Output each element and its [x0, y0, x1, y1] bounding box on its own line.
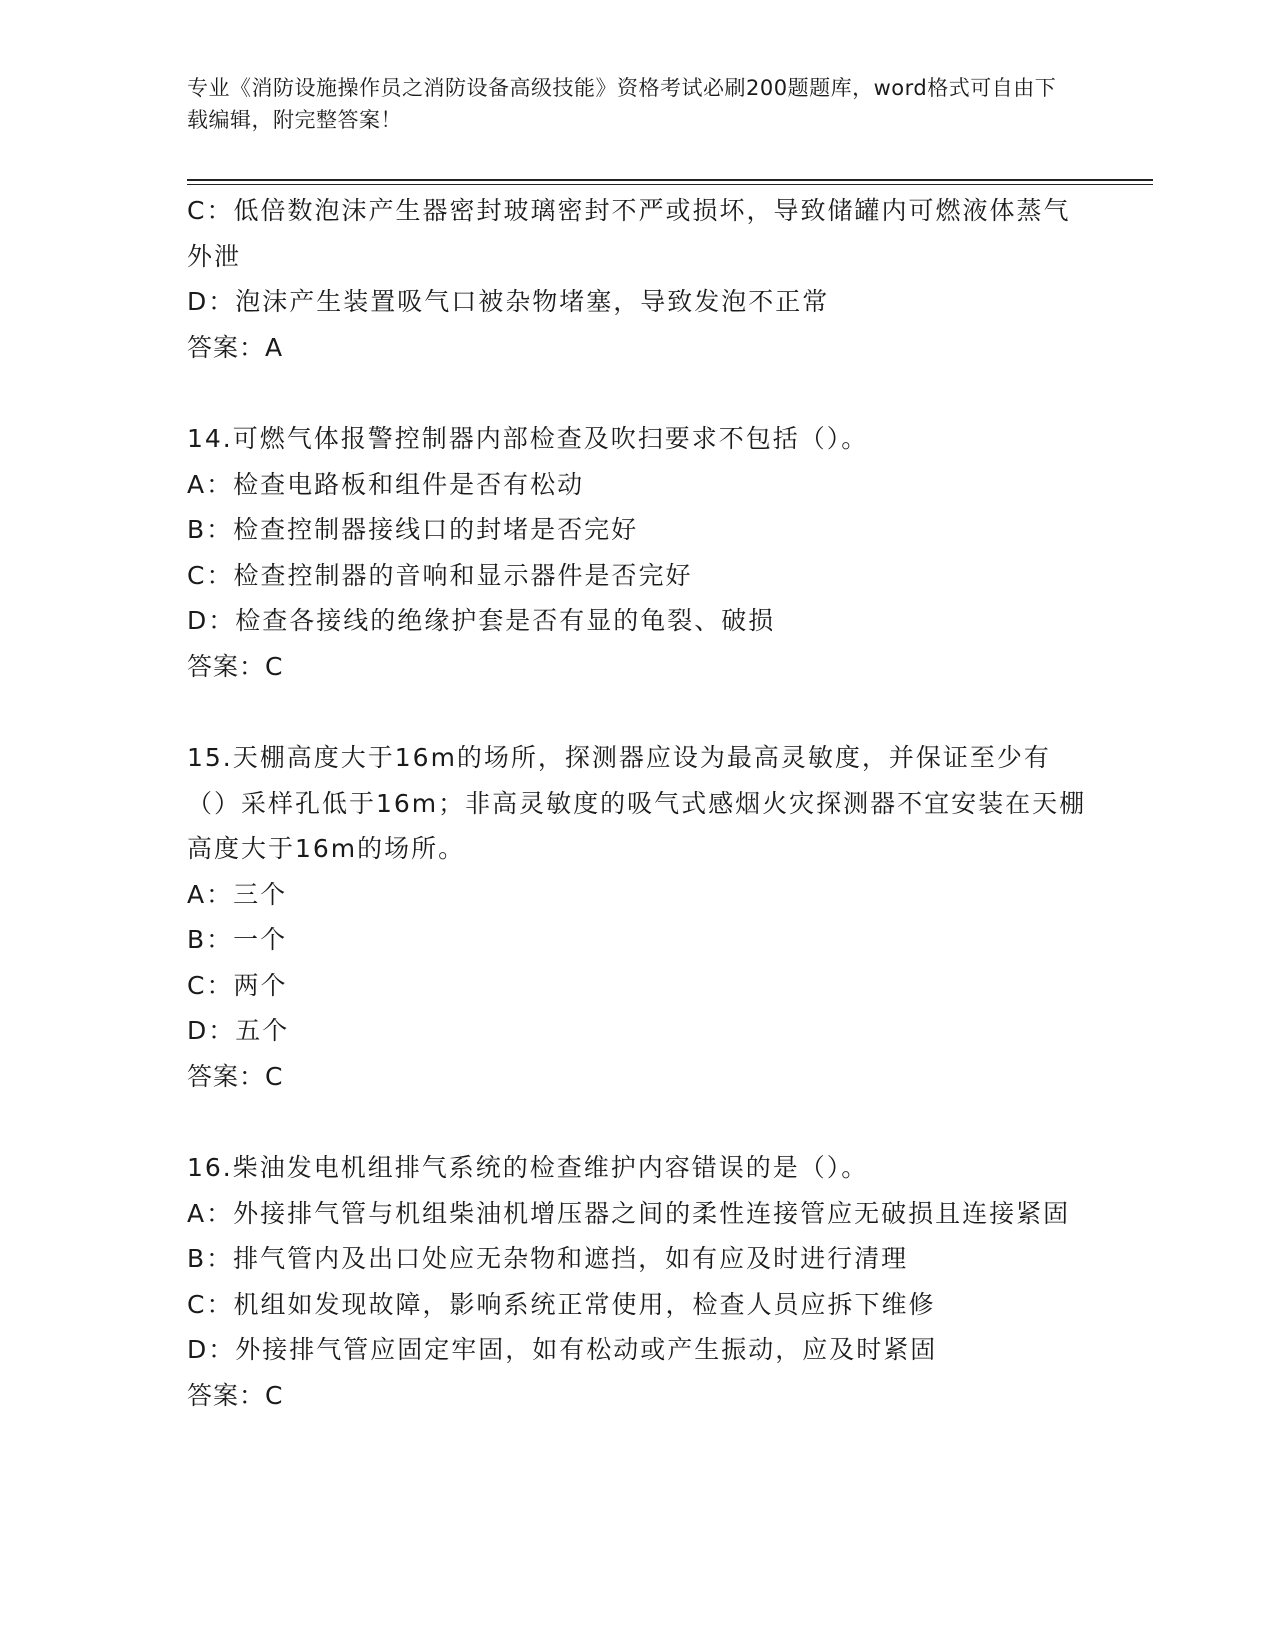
question-15 — [187, 735, 1087, 1099]
question-stem: 16.柴油发电机组排气系统的检查维护内容错误的是（）。 — [187, 1153, 869, 1182]
option-d: D：泡沫产生装置吸气口被杂物堵塞，导致发泡不正常 — [187, 287, 830, 316]
document-header — [187, 72, 1067, 136]
answer-line: 答案：A — [187, 332, 284, 362]
option-c: C：低倍数泡沫产生器密封玻璃密封不严或损坏，导致储罐内可燃液体蒸气外泄 — [187, 196, 1071, 271]
option-c: C：检查控制器的音响和显示器件是否完好 — [187, 560, 693, 590]
option-b: B：检查控制器接线口的封堵是否完好 — [187, 515, 639, 544]
option-d: D：五个 — [187, 1016, 290, 1045]
option-d: D：外接排气管应固定牢固，如有松动或产生振动，应及时紧固 — [187, 1335, 938, 1364]
question-14 — [187, 416, 1087, 689]
option-a: A：检查电路板和组件是否有松动 — [187, 469, 585, 499]
question-16 — [187, 1145, 1087, 1418]
option-a: A：外接排气管与机组柴油机增压器之间的柔性连接管应无破损且连接紧固 — [187, 1198, 1071, 1228]
header-text: 专业《消防设施操作员之消防设备高级技能》资格考试必刷200题题库，word格式可自由下载编辑，附完整答案！ — [187, 76, 1057, 132]
answer-line: 答案：C — [187, 1380, 284, 1410]
option-b: B：排气管内及出口处应无杂物和遮挡，如有应及时进行清理 — [187, 1244, 909, 1273]
question-stem: 15.天棚高度大于16m的场所，探测器应设为最高灵敏度，并保证至少有（）采样孔低于16m；非高灵敏度的吸气式感烟火灾探测器不宜安装在天棚高度大于16m的场所。 — [187, 743, 1087, 863]
option-a: A：三个 — [187, 879, 288, 909]
question-stem: 14.可燃气体报警控制器内部检查及吹扫要求不包括（）。 — [187, 424, 869, 453]
question-13-continuation — [187, 188, 1087, 370]
option-b: B：一个 — [187, 925, 288, 954]
option-c: C：两个 — [187, 970, 288, 1000]
header-divider-thin — [187, 184, 1153, 185]
option-d: D：检查各接线的绝缘护套是否有显的龟裂、破损 — [187, 606, 776, 635]
option-c: C：机组如发现故障，影响系统正常使用，检查人员应拆下维修 — [187, 1289, 936, 1319]
answer-line: 答案：C — [187, 651, 284, 681]
header-divider-thick — [187, 179, 1153, 181]
answer-line: 答案：C — [187, 1061, 284, 1091]
document-body — [187, 188, 1087, 1418]
